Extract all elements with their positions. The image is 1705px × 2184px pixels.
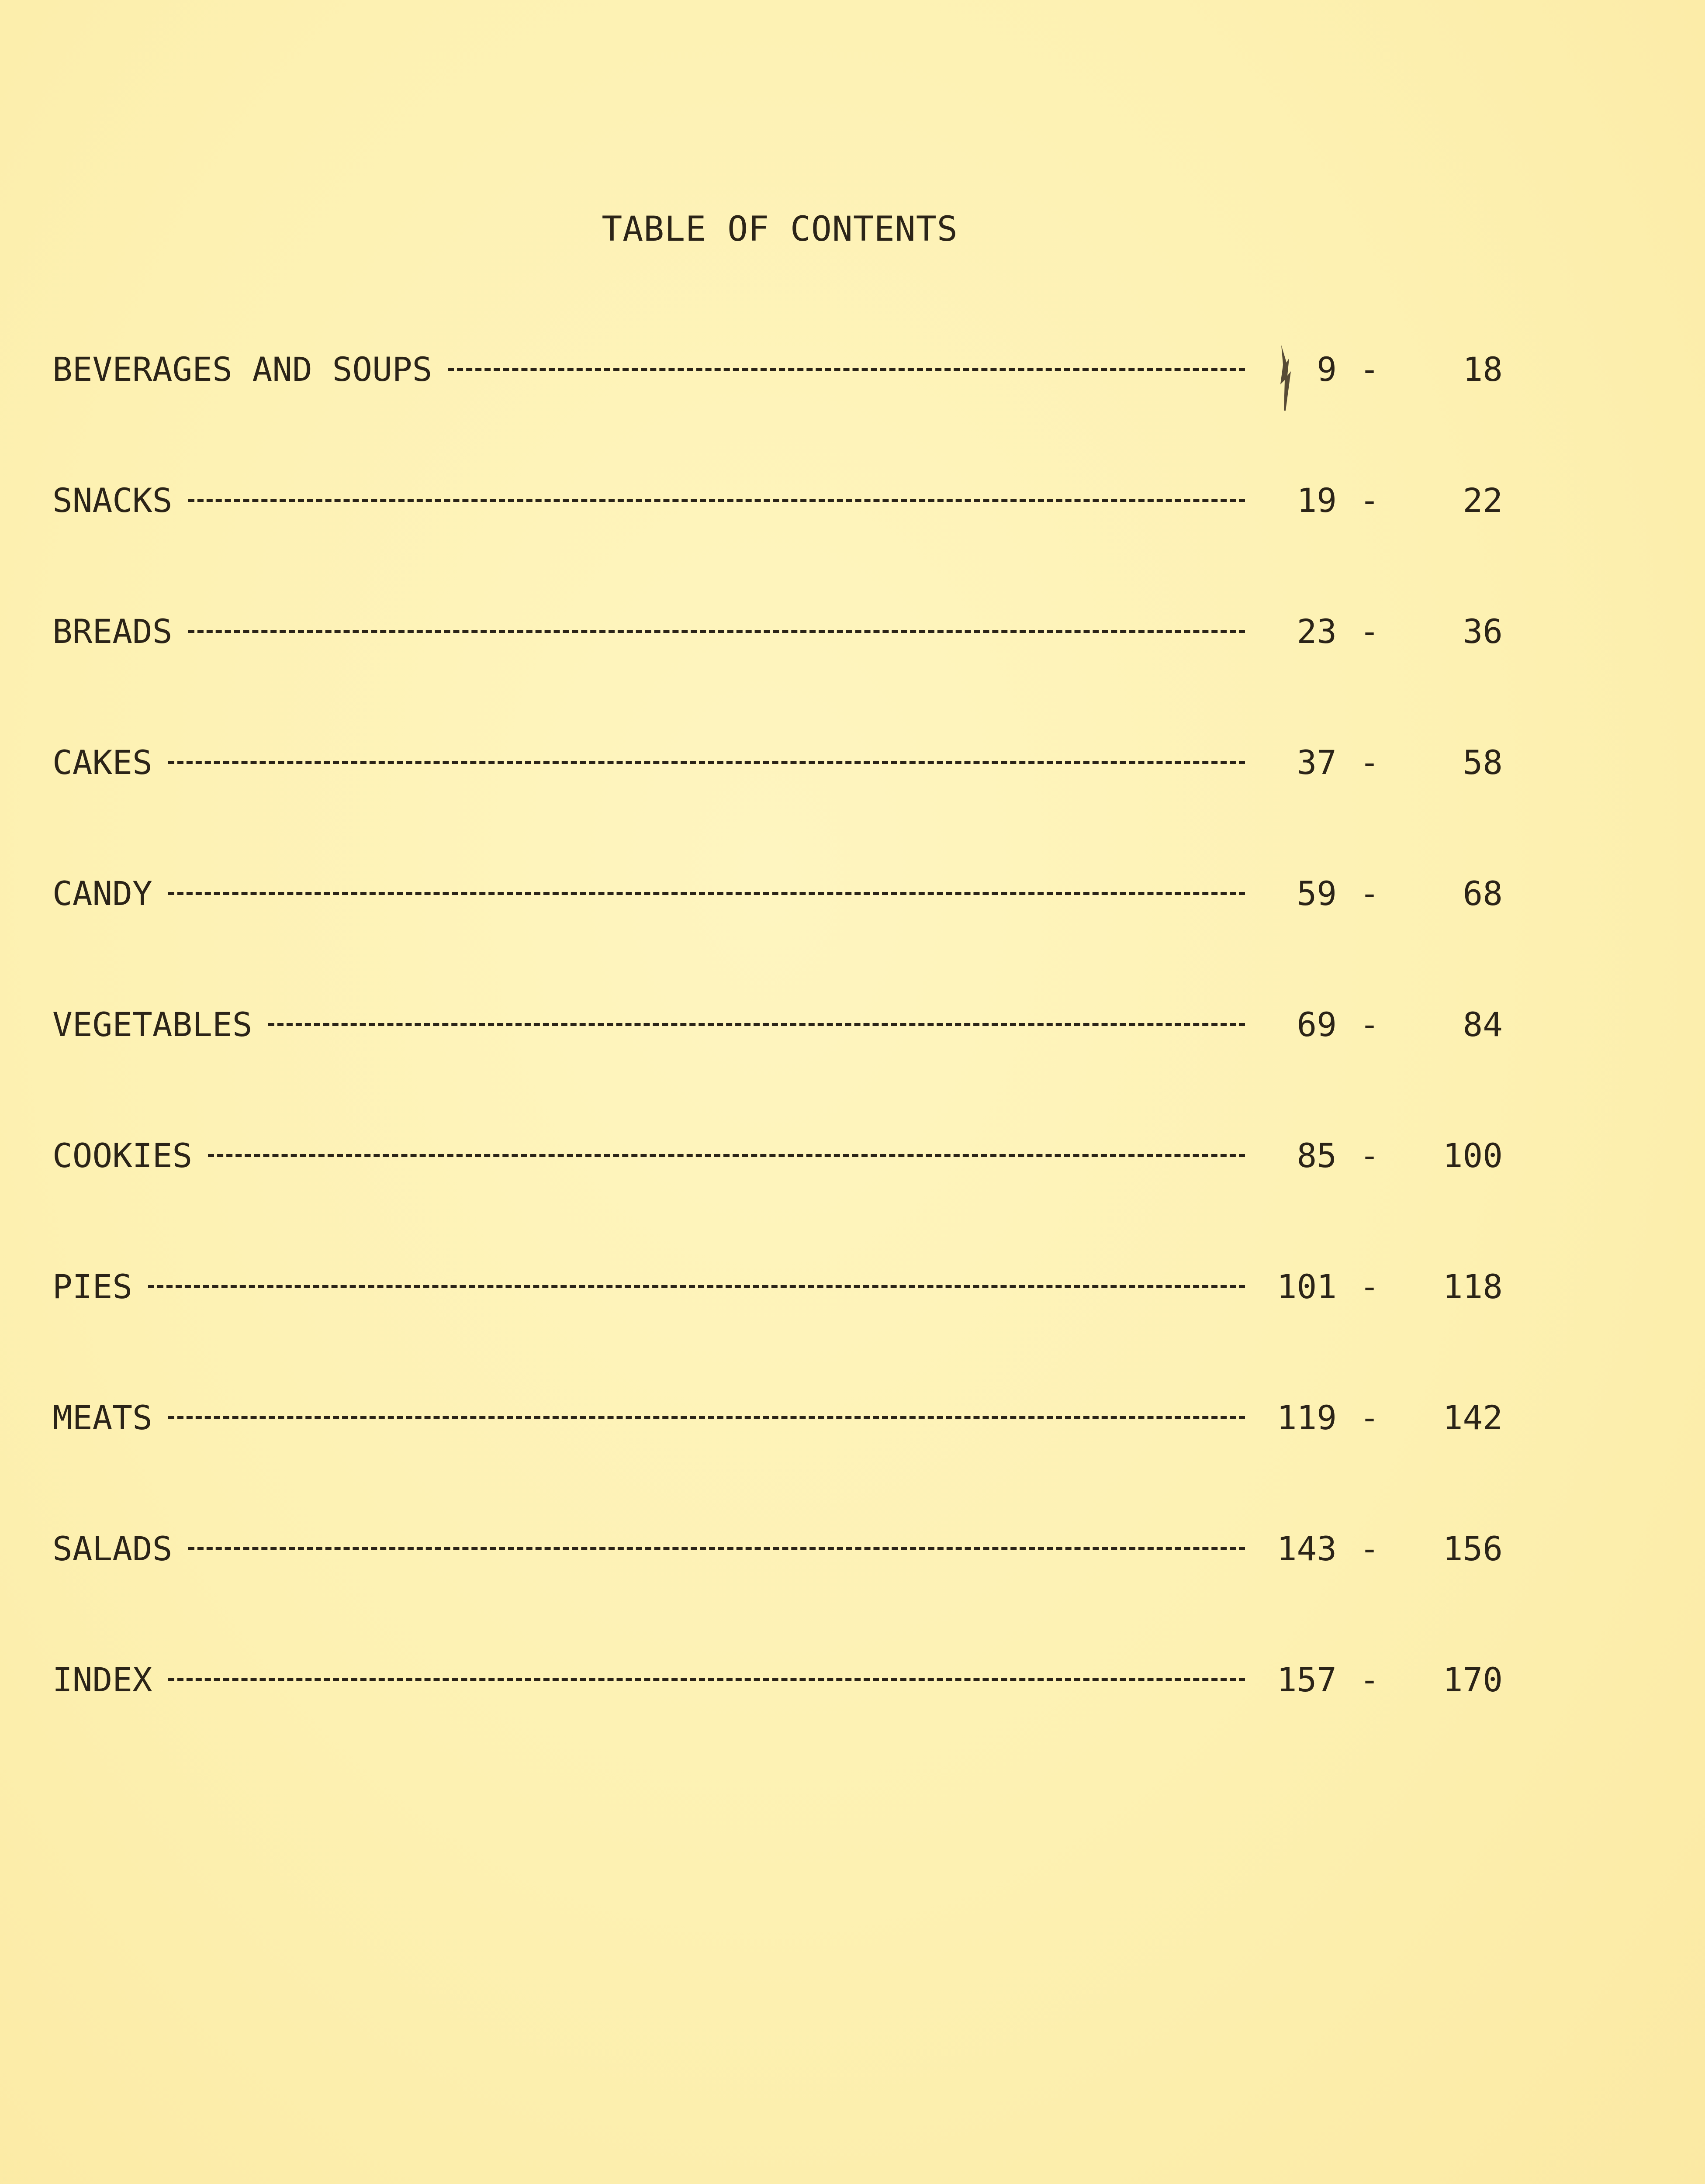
toc-page-separator: - — [1359, 480, 1380, 520]
toc-page-start: 69 — [1297, 1005, 1337, 1044]
toc-entry — [52, 1000, 1503, 1048]
toc-entry-label: INDEX — [52, 1660, 152, 1699]
toc-page-separator: - — [1359, 1136, 1380, 1175]
dot-leader — [448, 368, 1245, 371]
toc-page-separator: - — [1359, 1398, 1380, 1437]
toc-page-start: 119 — [1276, 1398, 1337, 1437]
toc-page-end: 170 — [1442, 1660, 1503, 1699]
dot-leader — [188, 630, 1245, 633]
page-title: TABLE OF CONTENTS — [602, 210, 958, 249]
toc-entry-label: BEVERAGES AND SOUPS — [52, 349, 432, 389]
toc-page-start: 101 — [1276, 1267, 1337, 1306]
ink-smudge — [1278, 345, 1295, 411]
dot-leader — [268, 1023, 1245, 1026]
toc-entry-label: PIES — [52, 1267, 133, 1306]
toc-entry — [52, 1655, 1503, 1704]
toc-page-start: 9 — [1317, 349, 1337, 389]
toc-page-end: 84 — [1463, 1005, 1503, 1044]
toc-page-end: 142 — [1442, 1398, 1503, 1437]
toc-page-end: 58 — [1463, 743, 1503, 782]
toc-entry-label: CAKES — [52, 743, 152, 782]
toc-page-start: 19 — [1297, 480, 1337, 520]
toc-entry-label: CANDY — [52, 874, 152, 913]
toc-entry — [52, 476, 1503, 524]
toc-entry-label: SALADS — [52, 1529, 173, 1568]
toc-page-end: 118 — [1442, 1267, 1503, 1306]
toc-entry — [52, 1393, 1503, 1441]
toc-page-separator: - — [1359, 743, 1380, 782]
toc-page-start: 157 — [1276, 1660, 1337, 1699]
dot-leader — [168, 761, 1245, 764]
toc-entry-label: BREADS — [52, 612, 173, 651]
toc-entry-label: MEATS — [52, 1398, 152, 1437]
toc-entry-label: COOKIES — [52, 1136, 193, 1175]
toc-page-separator: - — [1359, 612, 1380, 651]
toc-entry-label: VEGETABLES — [52, 1005, 252, 1044]
toc-page-separator: - — [1359, 1267, 1380, 1306]
toc-page-start: 85 — [1297, 1136, 1337, 1175]
toc-page-start: 143 — [1276, 1529, 1337, 1568]
toc-entry — [52, 738, 1503, 786]
dot-leader — [148, 1285, 1245, 1288]
toc-entry-label: SNACKS — [52, 480, 173, 520]
toc-entry — [52, 1131, 1503, 1179]
toc-page-start: 23 — [1297, 612, 1337, 651]
toc-page-separator: - — [1359, 1529, 1380, 1568]
toc-page-end: 22 — [1463, 480, 1503, 520]
dot-leader — [168, 1416, 1245, 1419]
dot-leader — [188, 1547, 1245, 1550]
toc-page-end: 100 — [1442, 1136, 1503, 1175]
toc-entry — [52, 1262, 1503, 1310]
dot-leader — [188, 499, 1245, 502]
toc-page-end: 156 — [1442, 1529, 1503, 1568]
toc-page-separator: - — [1359, 874, 1380, 913]
toc-entry — [52, 869, 1503, 917]
toc-page-separator: - — [1359, 1660, 1380, 1699]
toc-page-end: 68 — [1463, 874, 1503, 913]
toc-page-start: 37 — [1297, 743, 1337, 782]
toc-page-end: 18 — [1463, 349, 1503, 389]
toc-page-end: 36 — [1463, 612, 1503, 651]
toc-page-separator: - — [1359, 349, 1380, 389]
toc-entry — [52, 1524, 1503, 1572]
dot-leader — [208, 1154, 1245, 1157]
dot-leader — [168, 892, 1245, 895]
dot-leader — [168, 1678, 1245, 1681]
toc-entry — [52, 607, 1503, 655]
toc-page-separator: - — [1359, 1005, 1380, 1044]
toc-page-start: 59 — [1297, 874, 1337, 913]
